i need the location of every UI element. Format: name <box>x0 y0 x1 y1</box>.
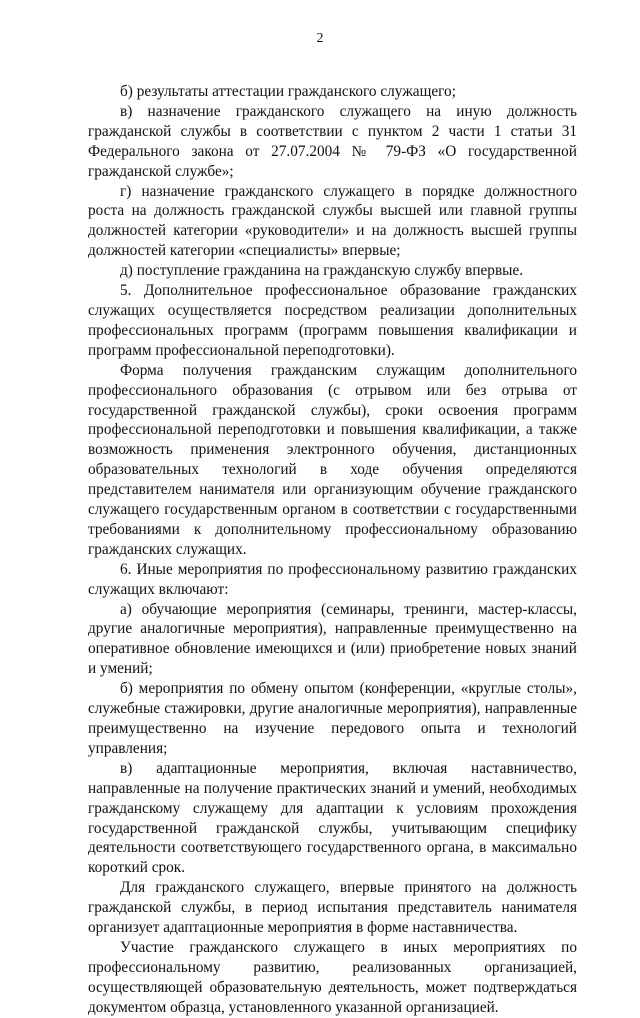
paragraph-item-v-appointment: в) назначение гражданского служащего на иную должность гражданской службы в соответствии с пунктом 2 части 1 статьи 31 Федерального закона от 27.07.2004 № 79-ФЗ «О государственной гражданской службе»; <box>88 102 577 180</box>
paragraph-item-b-attestation: б) результаты аттестации гражданского служащего; <box>120 83 456 100</box>
paragraph-section-6: 6. Иные мероприятия по профессиональному развитию гражданских служащих включают: <box>88 560 577 598</box>
paragraph-item-d-first-entry: д) поступление гражданина на гражданскую службу впервые. <box>120 262 524 280</box>
paragraph-mentoring: Для гражданского служащего, впервые принятого на должность гражданской службы, в период испытания представитель нанимателя организует адаптационные мероприятия в форме наставничества. <box>88 879 577 937</box>
paragraph-participation-confirmation: Участие гражданского служащего в иных мероприятиях по профессиональному развитию, реализованных организацией, осуществляющей образовательную деятельность, может подтверждаться документом образца, установленного указанной организацией. <box>88 938 577 1016</box>
paragraph-item-g-promotion: г) назначение гражданского служащего в порядке должностного роста на должность гражданской службы высшей или главной группы должностей категории «руководители» и на должность высшей группы должностей категории «специалисты» впервые; <box>88 182 577 260</box>
paragraph-item-b-experience-exchange: б) мероприятия по обмену опытом (конференции, «круглые столы», служебные стажировки, другие аналогичные мероприятия), направленные преимущественно на изучение передового опыта и технологий управления; <box>88 680 577 757</box>
page-number: 2 <box>316 31 324 46</box>
paragraph-item-v-adaptation: в) адаптационные мероприятия, включая наставничество, направленные на получение практических знаний и умений, необходимых гражданскому служащему для адаптации к условиям прохождения государственной гражданской службы, учитывающим специфику деятельности соответствующего государственного органа, в максимально короткий срок. <box>88 759 577 877</box>
paragraph-section-5: 5. Дополнительное профессиональное образование гражданских служащих осуществляется посредством реализации дополнительных профессиональных программ (программ повышения квалификации и программ профессиональной переподготовки). <box>88 282 577 359</box>
paragraph-education-form: Форма получения гражданским служащим дополнительного профессионального образования (с отрывом или без отрыва от государственной гражданской службы), сроки освоения программ профессиональной переподготовки и повышения квалификации, а также возможность применения электронного обучения, дистанционных образовательных технологий в ходе обучения определяются представителем нанимателя или организующим обучение гражданского служащего государственным органом в соответствии с государственными требованиями к дополнительному профессиональному образованию гражданских служащих. <box>88 361 577 558</box>
paragraph-item-a-training: а) обучающие мероприятия (семинары, тренинги, мастер-классы, другие аналогичные мероприятия), направленные преимущественно на оперативное обновление имеющихся и (или) приобретение новых знаний и умений; <box>88 600 577 678</box>
document-body <box>88 82 577 1018</box>
